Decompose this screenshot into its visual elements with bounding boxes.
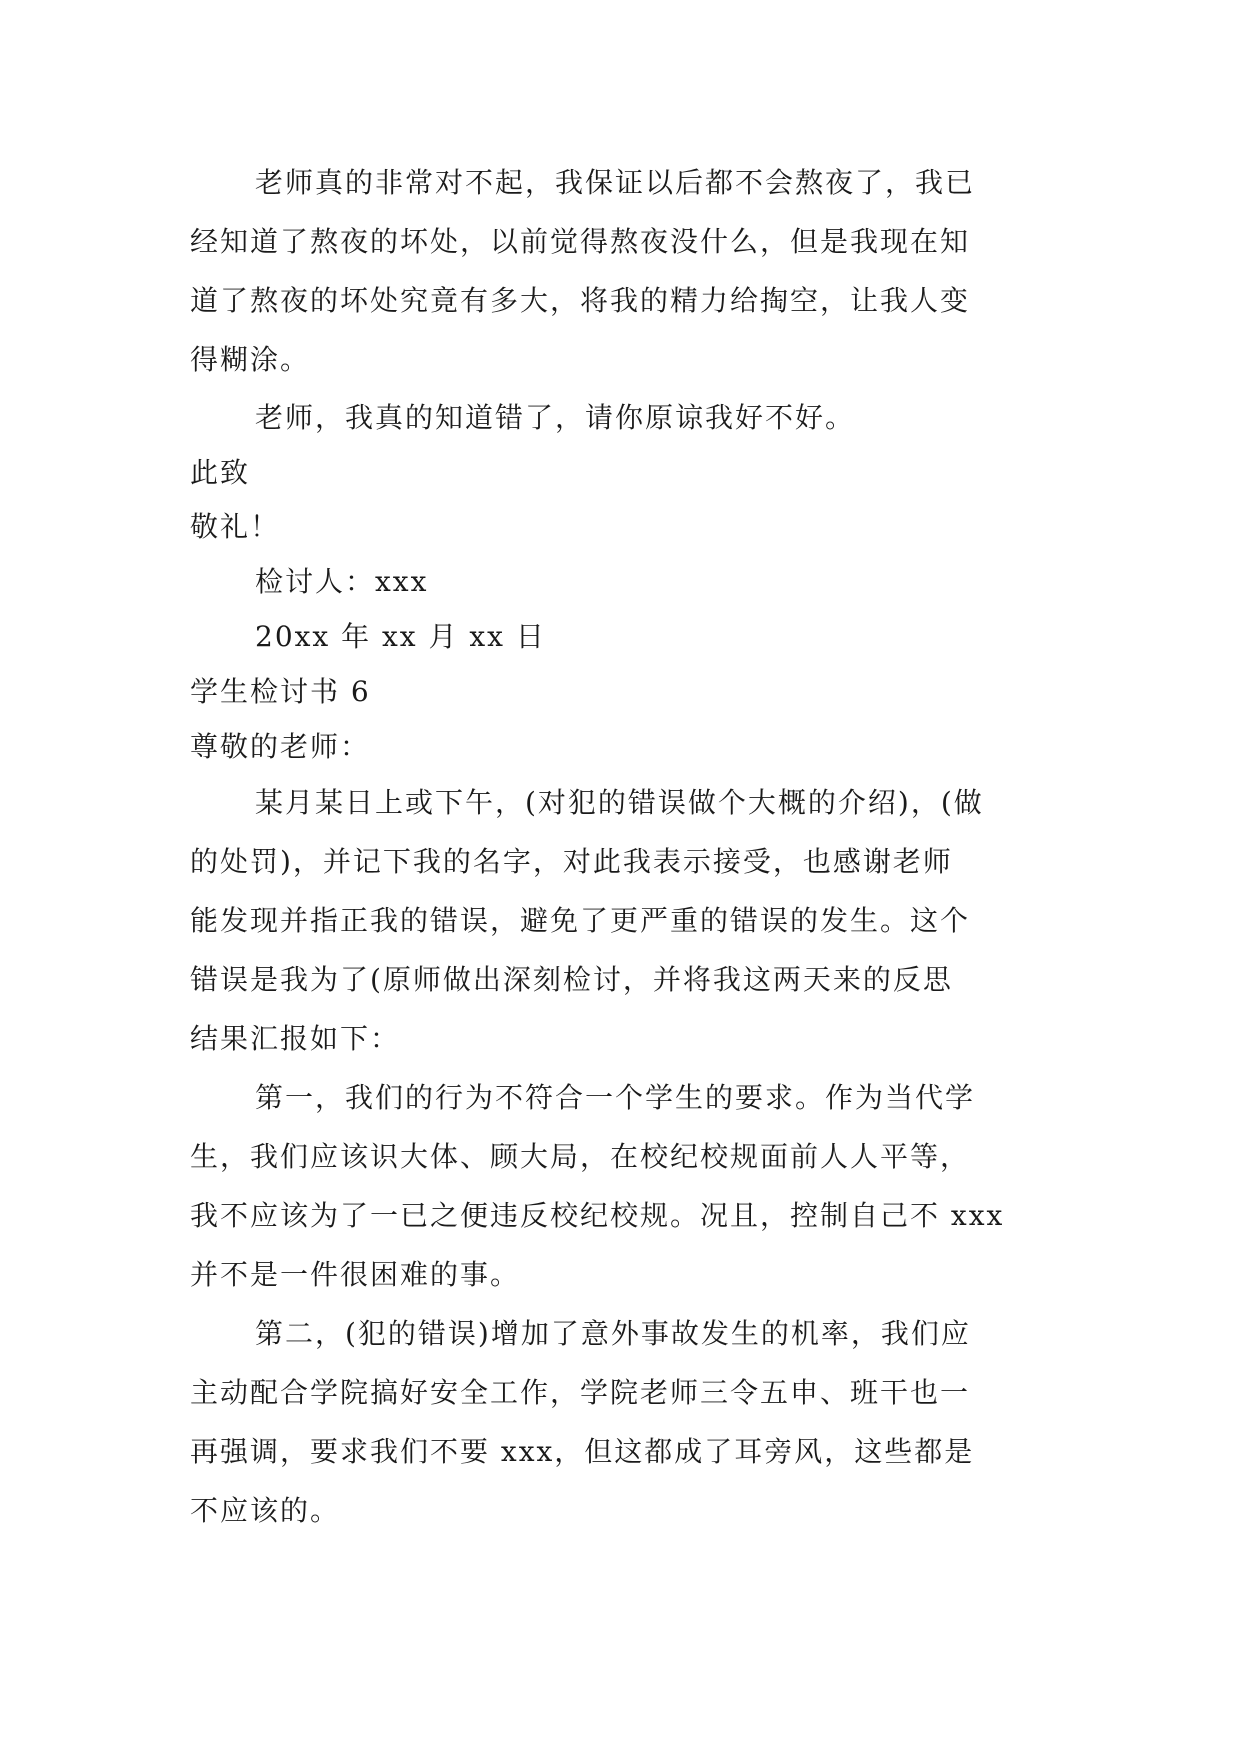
closing-line: 敬礼！ — [190, 510, 281, 543]
paragraph-line: 某月某日上或下午，(对犯的错误做个大概的介绍)，(做 — [255, 786, 984, 819]
paragraph-line: 不应该的。 — [190, 1494, 341, 1527]
paragraph-line: 生，我们应该识大体、顾大局，在校纪校规面前人人平等， — [190, 1140, 971, 1173]
paragraph-line: 得糊涂。 — [190, 343, 311, 376]
section-heading: 学生检讨书 6 — [190, 675, 371, 708]
salutation: 尊敬的老师： — [190, 730, 371, 763]
paragraph-line: 经知道了熬夜的坏处，以前觉得熬夜没什么，但是我现在知 — [190, 225, 971, 258]
paragraph-line: 错误是我为了(原师做出深刻检讨，并将我这两天来的反思 — [190, 963, 953, 996]
paragraph-line: 主动配合学院搞好安全工作，学院老师三令五申、班干也一 — [190, 1376, 971, 1409]
paragraph-line: 我不应该为了一已之便违反校纪校规。况且，控制自己不 xxx — [190, 1199, 1005, 1232]
signature-line: 检讨人：xxx — [255, 565, 429, 598]
closing-line: 此致 — [190, 456, 251, 489]
paragraph-line: 的处罚)，并记下我的名字，对此我表示接受，也感谢老师 — [190, 845, 953, 878]
paragraph-line: 能发现并指正我的错误，避免了更严重的错误的发生。这个 — [190, 904, 971, 937]
paragraph-line: 并不是一件很困难的事。 — [190, 1258, 521, 1291]
paragraph-line: 再强调，要求我们不要 xxx，但这都成了耳旁风，这些都是 — [190, 1435, 975, 1468]
paragraph-line: 结果汇报如下： — [190, 1022, 401, 1055]
paragraph-line: 老师真的非常对不起，我保证以后都不会熬夜了，我已 — [255, 166, 976, 199]
paragraph-line: 道了熬夜的坏处究竟有多大，将我的精力给掏空，让我人变 — [190, 284, 971, 317]
paragraph-line: 第二，(犯的错误)增加了意外事故发生的机率，我们应 — [255, 1317, 971, 1350]
paragraph-line: 老师，我真的知道错了，请你原谅我好不好。 — [255, 401, 856, 434]
date-line: 20xx 年 xx 月 xx 日 — [255, 620, 546, 653]
paragraph-line: 第一，我们的行为不符合一个学生的要求。作为当代学 — [255, 1081, 976, 1114]
